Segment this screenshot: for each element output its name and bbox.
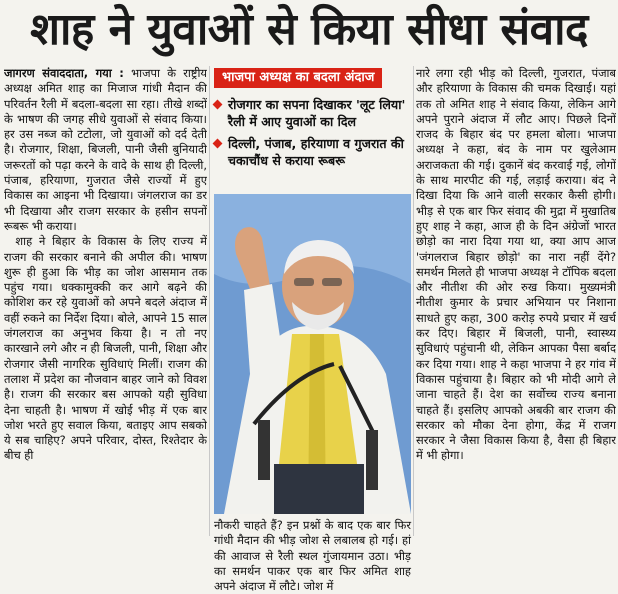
- paragraph-1-text: भाजपा के राष्ट्रीय अध्यक्ष अमित शाह का मिजाज गांधी मैदान की परिवर्तन रैली में बदला-बदला सा रहा। तीखे शब्दों के भाषण की जगह सीधे युवाओं से संवाद किया। हर उस नब्ज को टटोला, जो युवाओं को दर्द देती है। रोजगार, शिक्षा, बिजली, पानी जैसी बुनियादी जरूरतों को पढ़ा करने के वादे के साथ ही दिल्ली, पंजाब, हरियाणा, गुजरात जैसे राज्यों में हुए विकास का आइना भी दिखाया। जंगलराज का डर भी दिखाया और राजग सरकार के हसीन सपनों रूबरू भी कराया।: [4, 66, 207, 233]
- speaker-photo: [214, 194, 411, 514]
- continuation-text: नौकरी चाहते हैं? इन प्रश्नों के बाद एक बार फिर गांधी मैदान की भीड़ जोश से लबालब हो गई। हां की आवाज से रैली स्थल गुंजायमान उठा। भीड़ का समर्थन पाकर एक बार फिर अमित शाह अपने अंदाज में लौटे। जोश में: [214, 518, 411, 594]
- column-divider: [209, 66, 210, 536]
- paragraph-2: शाह ने बिहार के विकास के लिए राज्य में राजग की सरकार बनाने की अपील की। भाषण शुरू ही हुआ कि भीड़ का जोश आसमान तक पहुंच गया। धक्कामुक्की कर आगे बढ़ने की कोशिश कर रहे युवाओं को अपने बदले अंदाज में वहीं रुकने का निर्देश दिया। बोले, आपने 15 साल जंगलराज का अनुभव किया है। न तो नए कारखाने लगे और न ही बिजली, पानी, शिक्षा और रोजगार जैसी नागरिक सुविधाएं मिलीं। राजग की तलाश में प्रदेश का नौजवान बाहर जाने को विवश है। राजग की सरकार बस आपको यही सुविधा देना चाहती है। भाषण में खोई भीड़ में एक बार जोश भरते हुए सवाल किया, बताइए आप सबको ये सब चाहिए? अपने परिवार, दोस्त, रिश्तेदार के बीच ही: [4, 234, 207, 463]
- paragraph-1: [4, 66, 207, 234]
- column-divider: [413, 66, 414, 536]
- middle-column: [214, 66, 411, 594]
- highlight-item: दिल्ली, पंजाब, हरियाणा व गुजरात की चकाचौंध से कराया रूबरू: [214, 135, 411, 169]
- paragraph-3: नारे लगा रही भीड़ को दिल्ली, गुजरात, पंजाब और हरियाणा के विकास की चमक दिखाई। यहां तक तो अमित शाह ने संवाद किया, लेकिन आगे अपने पुराने अंदाज में लौट आए। पिछले दिनों राजद के बिहार बंद पर हमला बोला। भाजपा अध्यक्ष ने कहा, बंद के नाम पर खुलेआम अराजकता की गई। दुकानें बंद करवाई गई, लोगों के साथ मारपीट की गई, लड़ाई कराया। बंद ने दिखा दिया कि आने वाली सरकार कैसी होगी। भीड़ से एक बार फिर संवाद की मुद्रा में मुखातिब हुए शाह ने कहा, आज ही के दिन अंग्रेजों भारत छोड़ो का नारा दिया गया था, क्या आप आज 'जंगलराज बिहार छोड़ो' का नारा नहीं देंगे? समर्थन मिलते ही भाजपा अध्यक्ष ने टॉपिक बदला और नीतीश की ओर रुख किया। मुख्यमंत्री नीतीश कुमार के प्रचार अभियान पर निशाना साधते हुए कहा, 300 करोड़ रुपये प्रचार में खर्च कर दिए। बिहार में बिजली, पानी, स्वास्थ्य सुविधाएं पहुंचानी थी, लेकिन आपका पैसा बर्बाद कर दिया गया। शाह ने कहा भाजपा ने हर गांव में विकास पहुंचाया है। बिहार को भी मोदी आगे ले जाना चाहते हैं। देश का सर्वोच्च राज्य बनाना चाहते हैं। इसलिए आपको अबकी बार राजग की सरकार को मौका देना होगा, केंद्र में राजग सरकार ने जैसा विकास किया है, वैसा ही बिहार में भी होगा।: [416, 66, 616, 463]
- headline: शाह ने युवाओं से किया सीधा संवाद: [30, 4, 588, 55]
- right-column: [416, 66, 616, 540]
- highlight-list: [214, 96, 411, 169]
- dateline: जागरण संवाददाता, गया :: [4, 66, 124, 80]
- highlight-item: रोजगार का सपना दिखाकर 'लूट लिया' रैली में आए युवाओं का दिल: [214, 96, 411, 130]
- kicker-label: भाजपा अध्यक्ष का बदला अंदाज: [214, 68, 382, 88]
- speaker-photo-illustration: [214, 194, 411, 514]
- left-column: [4, 66, 207, 540]
